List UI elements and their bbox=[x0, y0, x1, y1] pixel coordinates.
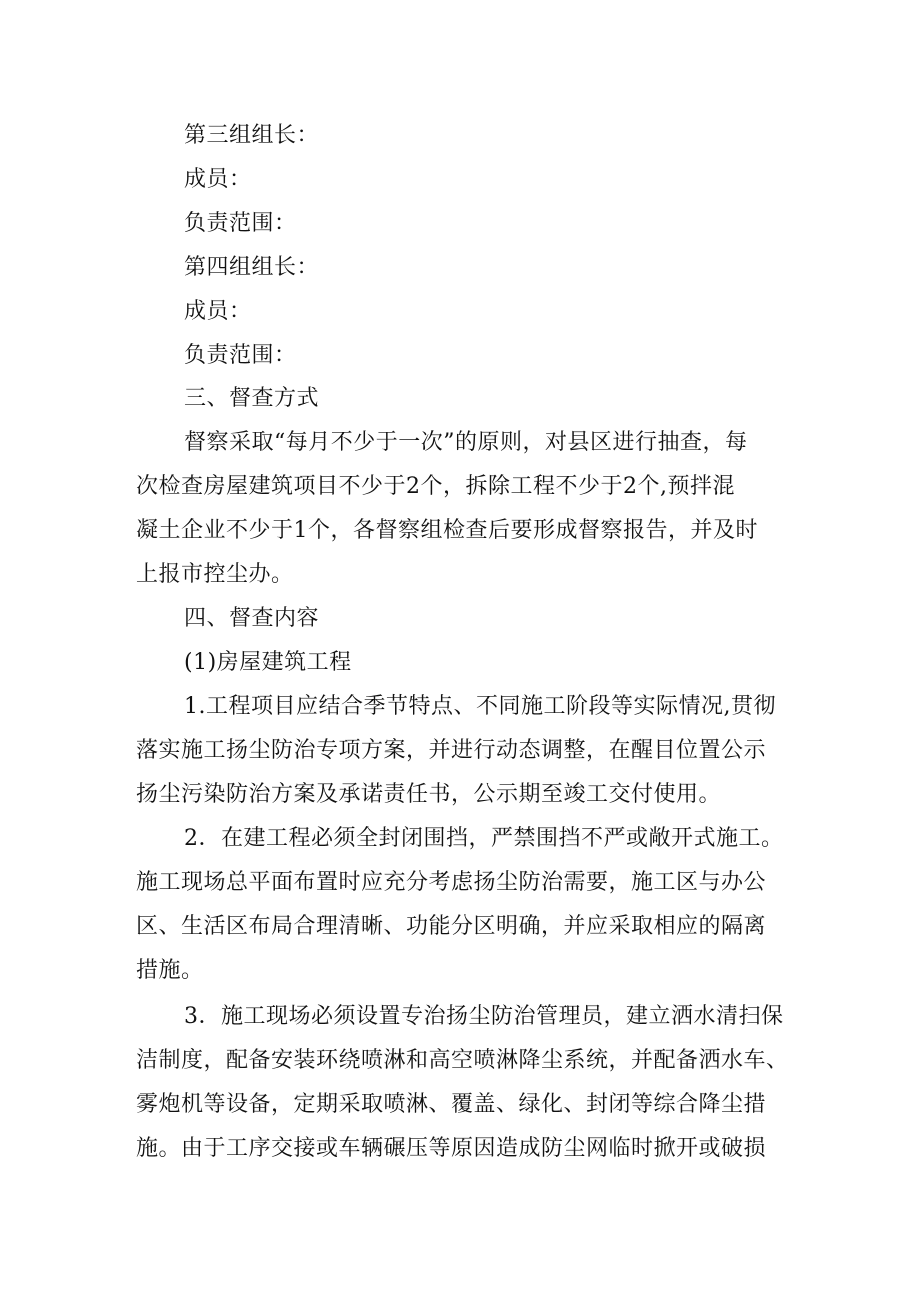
group3-leader-line: 第三组组长： bbox=[184, 123, 320, 148]
group3-members-line: 成员： bbox=[184, 167, 252, 192]
group4-leader-line: 第四组组长： bbox=[184, 255, 320, 280]
paragraph-line: 凝土企业不少于1个，各督察组检查后要形成督察报告，并及时 bbox=[136, 518, 758, 543]
group3-scope-line: 负责范围： bbox=[184, 211, 297, 236]
paragraph-line: 洁制度，配备安装环绕喷淋和高空喷淋降尘系统，并配备洒水车、 bbox=[136, 1048, 789, 1073]
paragraph-line: 施工现场总平面布置时应充分考虑扬尘防治需要，施工区与办公 bbox=[136, 870, 767, 895]
paragraph-line: 区、生活区布局合理清晰、功能分区明确，并应采取相应的隔离 bbox=[136, 914, 767, 939]
paragraph-line: 1.工程项目应结合季节特点、不同施工阶段等实际情况,贯彻 bbox=[184, 694, 776, 719]
paragraph-line: 落实施工扬尘防治专项方案，并进行动态调整，在醒目位置公示 bbox=[136, 738, 767, 763]
paragraph-line: 2．在建工程必须全封闭围挡，严禁围挡不严或敞开式施工。 bbox=[184, 826, 784, 851]
paragraph-line: 3．施工现场必须设置专治扬尘防治管理员，建立洒水清扫保 bbox=[184, 1004, 784, 1029]
subsection-heading-building-works: (1)房屋建筑工程 bbox=[184, 650, 352, 675]
paragraph-line: 雾炮机等设备，定期采取喷淋、覆盖、绿化、封闭等综合降尘措 bbox=[136, 1092, 767, 1117]
section-heading-inspection-method: 三、督查方式 bbox=[184, 386, 320, 411]
group4-members-line: 成员： bbox=[184, 299, 252, 324]
paragraph-line: 施。由于工序交接或车辆碾压等原因造成防尘网临时掀开或破损 bbox=[136, 1136, 767, 1161]
paragraph-line: 扬尘污染防治方案及承诺责任书，公示期至竣工交付使用。 bbox=[136, 782, 722, 807]
section-heading-inspection-content: 四、督查内容 bbox=[184, 606, 320, 631]
paragraph-line: 上报市控尘办。 bbox=[136, 562, 294, 587]
group4-scope-line: 负责范围： bbox=[184, 343, 297, 368]
paragraph-line: 次检查房屋建筑项目不少于2个，拆除工程不少于2个,预拌混 bbox=[136, 474, 735, 499]
paragraph-line: 督察采取“每月不少于一次”的原则，对县区进行抽查，每 bbox=[184, 430, 748, 455]
paragraph-line: 措施。 bbox=[136, 958, 204, 983]
